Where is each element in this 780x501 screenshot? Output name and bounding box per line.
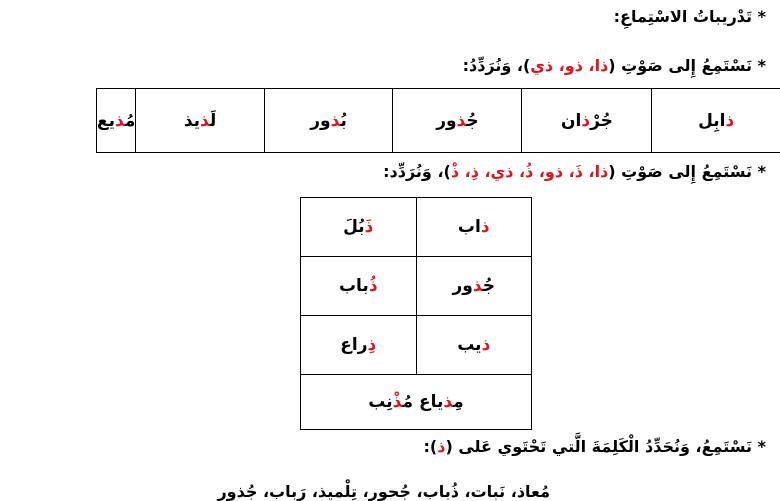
cell-letter: ذُ	[369, 276, 378, 296]
table-cell	[416, 316, 532, 375]
cell-part: يع	[97, 111, 115, 131]
instruction-text: نَسْتَمِعُ إِلى صَوْتِ (	[608, 162, 752, 181]
instruction-text-end: )، وَنُرَدِّدُ:	[463, 56, 531, 75]
cell-part: جُرْ	[590, 111, 613, 131]
cell-part: مُ	[403, 392, 414, 412]
instruction-text-end: ):	[424, 437, 438, 456]
table-row	[301, 257, 532, 316]
cell-letter: ذِ	[368, 335, 377, 355]
cell-letter: ذ	[481, 217, 490, 237]
instruction-highlight: ذا، ذو، ذي	[530, 56, 608, 75]
bullet: *	[758, 7, 766, 26]
instruction-text-end: )، وَنُرَدِّد:	[383, 162, 451, 181]
cell-letter: ذ	[331, 111, 341, 131]
instruction-text: نَسْتَمِعُ إِلى صَوْتِ (	[608, 56, 752, 75]
cell-letter: ذ	[482, 335, 491, 355]
cell-part: ور	[453, 276, 473, 296]
cell-letter: ذْ	[393, 392, 403, 412]
table-cell	[393, 89, 522, 153]
table-cell	[136, 89, 264, 153]
table-cell	[522, 89, 652, 153]
table-cell	[301, 316, 417, 375]
cell-letter: ذ	[473, 276, 483, 296]
cell-letter: ذ	[115, 111, 125, 131]
cell-part: باب	[339, 276, 369, 296]
cell-part: بُ	[340, 111, 346, 131]
table-cell	[416, 257, 532, 316]
instruction-highlight: ذ	[437, 437, 445, 456]
words-line: مُعاذ، نَبات، ذُباب، جُحور، تِلْميذ، رَباب، جُذور	[217, 482, 550, 501]
cell-letter: ذ	[457, 111, 467, 131]
cell-part: ان	[561, 111, 581, 131]
cell-part: ابِل	[698, 111, 725, 131]
table-cell	[416, 198, 532, 257]
cell-part: مُ	[125, 111, 136, 131]
cell-part: اب	[458, 217, 481, 237]
table-cell	[301, 257, 417, 316]
cell-part: مِ	[453, 392, 464, 412]
cell-part: جُ	[466, 111, 478, 131]
bullet: *	[758, 437, 766, 456]
cell-part: يب	[457, 335, 481, 355]
cell-part: جُ	[483, 276, 495, 296]
exercise-heading	[614, 7, 766, 26]
cell-letter: ذَ	[365, 217, 374, 237]
table-row	[301, 375, 532, 430]
cell-part: ور	[436, 111, 456, 131]
cell-part: ياع	[419, 392, 443, 412]
table-row	[97, 89, 780, 153]
instruction-highlight: ذا، ذَ، ذو، ذُ، ذي، ذِ، ذْ	[451, 162, 608, 181]
cell-part: راع	[340, 335, 367, 355]
table-row	[301, 198, 532, 257]
cell-part: نِب	[368, 392, 392, 412]
instruction-3	[424, 437, 767, 456]
table-cell	[301, 198, 417, 257]
heading-text: تَدْريباتُ الاسْتِماعِ:	[614, 7, 752, 26]
cell-letter: ذ	[581, 111, 590, 131]
table-cell-wide	[301, 375, 532, 430]
cell-part: لَ	[210, 111, 216, 131]
cell-part: بُلَ	[343, 217, 365, 237]
table-cell	[97, 89, 136, 153]
cell-letter: ذ	[726, 111, 735, 131]
bullet: *	[758, 56, 766, 75]
instruction-1	[463, 56, 766, 75]
words-table-2	[300, 197, 532, 430]
table-cell	[652, 89, 780, 153]
table-cell	[264, 89, 393, 153]
instruction-2	[383, 162, 766, 181]
cell-part: ور	[310, 111, 330, 131]
instruction-text: نَسْتَمِعُ، وَنُحَدِّدُ الْكَلِمَةَ الَّتي تَحْتَوي عَلى (	[445, 437, 752, 456]
words-table-1	[96, 88, 780, 153]
cell-part: يذ	[184, 111, 200, 131]
cell-letter: ذ	[200, 111, 210, 131]
cell-letter: ذ	[443, 392, 453, 412]
bullet: *	[758, 162, 766, 181]
table-row	[301, 316, 532, 375]
